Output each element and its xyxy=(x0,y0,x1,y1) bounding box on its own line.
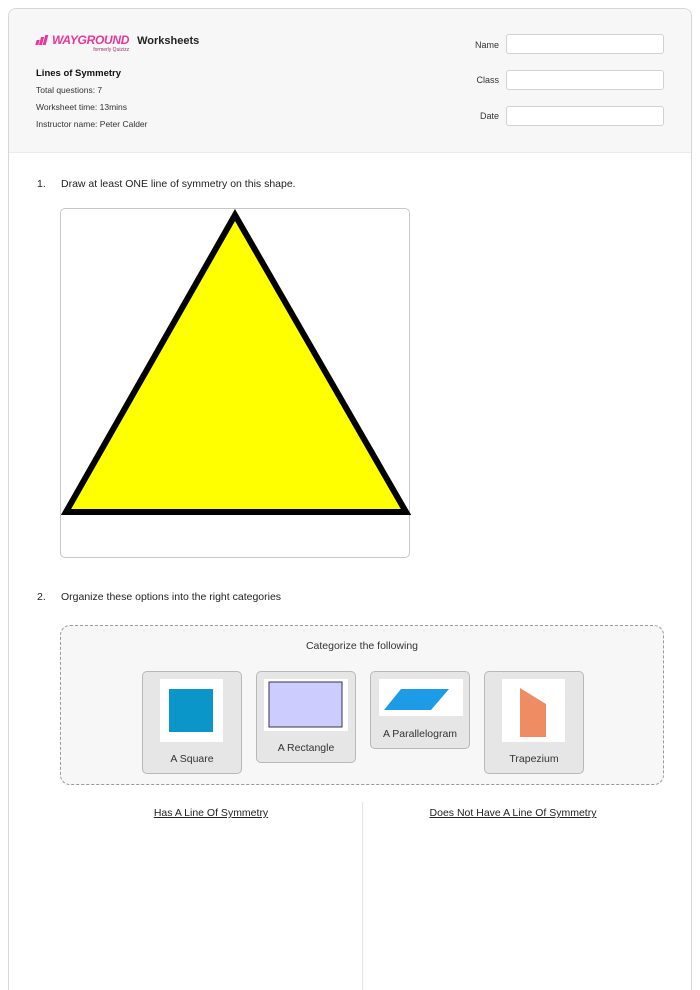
worksheet-header xyxy=(9,9,691,153)
brand xyxy=(36,34,199,53)
instructor-name: Instructor name: Peter Calder xyxy=(36,119,148,129)
logo-subtitle: formerly Quizizz xyxy=(93,47,130,53)
date-input[interactable] xyxy=(506,106,664,126)
question-text: Draw at least ONE line of symmetry on this shape. xyxy=(61,178,296,190)
drawing-canvas[interactable] xyxy=(60,208,410,558)
worksheet-title: Lines of Symmetry xyxy=(36,68,121,79)
question-1 xyxy=(37,178,296,190)
class-label: Class xyxy=(476,75,499,85)
square-shape-image xyxy=(160,679,223,742)
worksheet-meta xyxy=(36,68,148,135)
option-label: A Square xyxy=(170,753,214,765)
worksheet-page xyxy=(8,8,692,990)
worksheet-time: Worksheet time: 13mins xyxy=(36,102,128,112)
option-label: A Parallelogram xyxy=(382,728,458,740)
trapezium-shape-image xyxy=(502,679,565,742)
rectangle-shape-image xyxy=(264,679,348,731)
option-card-rectangle[interactable] xyxy=(256,671,356,763)
logo-brand-text: WAYGROUND xyxy=(52,33,130,47)
class-input[interactable] xyxy=(506,70,664,90)
question-number: 2. xyxy=(37,591,46,603)
category-no-symmetry[interactable]: Does Not Have A Line Of Symmetry xyxy=(429,807,597,819)
option-label: A Rectangle xyxy=(277,742,335,754)
option-label: Trapezium xyxy=(509,753,559,765)
question-2 xyxy=(37,591,281,603)
question-number: 1. xyxy=(37,178,46,190)
logo-bars-icon xyxy=(36,35,50,45)
question-text: Organize these options into the right categories xyxy=(61,591,282,603)
name-label: Name xyxy=(474,40,499,50)
name-input[interactable] xyxy=(506,34,664,54)
wayground-logo xyxy=(36,34,129,53)
product-name: Worksheets xyxy=(137,35,200,47)
categorize-title: Categorize the following xyxy=(305,640,419,652)
total-questions: Total questions: 7 xyxy=(36,85,103,95)
date-label: Date xyxy=(479,111,499,121)
option-card-parallelogram[interactable] xyxy=(370,671,470,749)
category-divider xyxy=(362,802,363,990)
option-card-square[interactable] xyxy=(142,671,242,774)
category-has-symmetry[interactable]: Has A Line Of Symmetry xyxy=(153,807,269,819)
categorize-options-area xyxy=(60,625,664,785)
triangle-shape xyxy=(61,209,411,559)
option-card-trapezium[interactable] xyxy=(484,671,584,774)
parallelogram-shape-image xyxy=(379,679,463,716)
